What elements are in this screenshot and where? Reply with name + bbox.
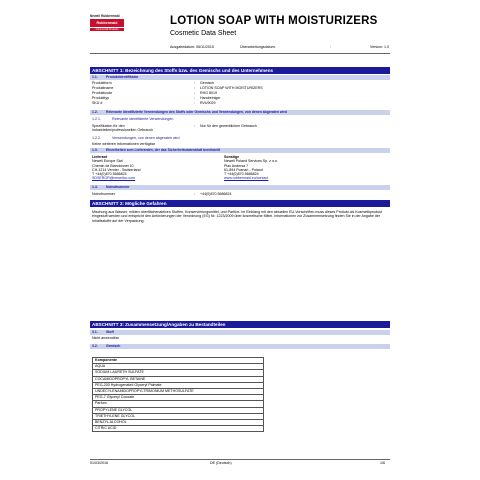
use-spec-key-continued: industriellen/professionellen Gebrauch [92,128,154,132]
component-cell: AQUA [93,364,264,370]
subsection-1-2-1-title: Relevante identifizierte Verwendungen [112,117,174,121]
subsection-title: Relevante identifizierte Verwendungen des Stoffs oder Gemischs und Verwendungen, von denen abgeraten wird [106,110,287,114]
component-cell: SODIUM LAURETH SULFATE [93,370,264,376]
component-cell: TRIETHYLENE GLYCOL [93,413,264,419]
component-cell: Parfum [93,401,264,407]
subsection-number: 1.2. [92,110,98,114]
footer-rule [90,459,390,460]
product-key: SKU # [92,101,103,105]
no-info-text: Keine weiteren Informationen verfügbar [92,142,155,146]
emergency-value: +44(0)870 5686824 [200,192,232,196]
footer-language: DE (Deutsch) [210,461,232,465]
product-key: Produktcode [92,91,113,95]
table-header-cell: Komponente [93,358,264,364]
footer-page-number: 1/6 [380,461,385,465]
product-value: LOTION SOAP WITH MOISTURIZERS [200,86,263,90]
supplier-line: Chemin de Blandonnet 10 [92,163,134,168]
section-3-header: ABSCHNITT 3: Zusammensetzung/Angaben zu Bestandteilen [90,321,390,328]
supplier-heading: Lieferant [92,155,108,159]
subsection-1-4-header [90,185,390,190]
distributor-block [224,155,278,181]
product-value: RHG 8019 [200,91,217,95]
subsection-title: Einzelheiten zum Lieferanten, der das Sicherheitsdatenblatt bereitstellt [106,148,221,152]
subsection-1-2-1-number: 1.2.1. [92,117,101,121]
supplier-line: T +44(0)870 5686824 [92,172,127,177]
substance-text: Nicht anwendbar [92,336,119,340]
use-spec-key: Spezifikation für den [92,124,125,128]
footer-date: 01/03/2016 [90,461,108,465]
subsection-1-2-2-title: Verwendungen, von denen abgeraten wird [112,136,180,140]
use-spec-value: Nur für den gewerblichen Gebrauch [200,124,257,128]
product-value: RVU9029 [200,101,216,105]
product-value: Gemisch [200,81,215,85]
component-cell: PROPYLENE GLYCOL [93,407,264,413]
subsection-3-1-header [90,330,390,335]
distributor-line: T +44(0)870 5686824 [224,172,259,177]
product-key: Produktform [92,81,112,85]
logo-top-text: Newell Rubbermaid [90,14,120,18]
supplier-block [92,155,141,181]
subsection-1-1-header [90,75,390,80]
section-2-text: Mischung aus Wasser, milden oberflächenaktiven Stoffen, Konservierungsmittel, und Parfüm. Im Einklang mit den aktuellen EU-Vorschriften muss dieses Produkt als Kosmetikprodukt eingestuft werden und entspricht den Anforderungen der Verordnung (EG) Nr. 1223/2009 über kosmetische Mittel. Informationen zur Zusammensetzung finden Sie in der Angabe der Inhaltsstoffe auf der Verpackung. [92,210,383,223]
subsection-title: Produktidentifikator [106,75,139,79]
subsection-title: Stoff [106,330,114,334]
header-rule [90,53,390,54]
subsection-1-2-header [90,110,390,115]
product-key: Produktname [92,86,114,90]
subsection-1-3-header [90,148,390,153]
section-2-header: ABSCHNITT 2: Mögliche Gefahren [90,200,390,207]
separator: : [194,91,195,95]
component-cell: CITRIC ACID [93,426,264,432]
product-value: Handreiniger [200,96,221,100]
document-subtitle: Cosmetic Data Sheet [170,30,237,37]
subsection-number: 3.1. [92,330,98,334]
revision-date: Überarbeitungsdatum: [240,45,276,49]
distributor-web-link[interactable]: www.rubbermaid.eu/contact [224,176,269,181]
logo-brand-text: Rubbermaid [90,19,124,27]
subsection-title: Gemisch [106,344,121,348]
issue-date: Ausgabedatum: 06/11/2015 [170,45,214,49]
section-1-header: ABSCHNITT 1: Bezeichnung des Stoffs bzw. des Gemischs und des Unternehmens [90,67,390,74]
separator: : [194,86,195,90]
subsection-title: Notrufnummer [106,185,130,189]
distributor-line: Newell Poland Services Sp. z o.o. [224,159,278,164]
distributor-line: Plac Andersa 7 [224,163,249,168]
supplier-line: CH-1214 Vernier - Switzerland [92,167,141,172]
distributor-line: 61-894 Poznań - Poland [224,167,263,172]
separator: : [194,81,195,85]
meta-colon: : [330,45,331,49]
product-key: Produkttyp [92,96,110,100]
version: Version: 1.0 [370,45,389,49]
component-cell: COCAMIDOPROPYL BETAINE [93,376,264,382]
subsection-1-2-2-number: 1.2.2. [92,136,101,140]
component-cell: PEG-200 Hydrogenated Glyceryl Palmate [93,382,264,388]
subsection-number: 1.3. [92,148,98,152]
emergency-key: Notrufnummer [92,192,115,196]
table-row [93,426,264,432]
separator: : [194,101,195,105]
component-cell: PEG-7 Glyceryl Cocoate [93,395,264,401]
subsection-number: 1.1. [92,75,98,79]
component-cell: BENZYL ALCOHOL [93,419,264,425]
subsection-number: 1.4. [92,185,98,189]
distributor-heading: Sonstige [224,155,240,159]
subsection-3-2-header [90,344,390,349]
components-table [92,357,264,432]
separator: : [194,124,195,128]
component-cell: UNDECYLENAMIDOPROPYLTRIMONIUM METHOSULFATE [93,388,264,394]
supplier-line: Newell Europe Sàrl [92,159,123,164]
supplier-email-link[interactable]: SDSEROR@newellco.com [92,176,136,181]
separator: : [194,96,195,100]
document-title: LOTION SOAP WITH MOISTURIZERS [170,15,378,27]
subsection-number: 3.2. [92,344,98,348]
separator: : [194,192,195,196]
logo-sub-text: Commercial Products [90,27,124,31]
company-logo [90,14,124,31]
